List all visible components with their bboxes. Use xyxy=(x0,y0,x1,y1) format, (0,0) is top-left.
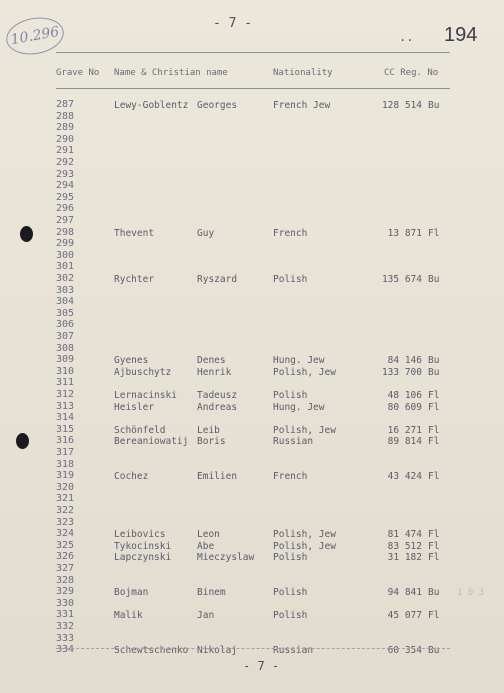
entry-cc-reg: 94 841 xyxy=(387,587,422,599)
entry-camp: Fl xyxy=(428,424,440,436)
grave-number: 308 xyxy=(56,342,75,354)
grave-number: 301 xyxy=(56,261,75,273)
entry-camp: Fl xyxy=(428,610,440,622)
grave-number: 326 xyxy=(56,551,75,563)
grave-number: 318 xyxy=(56,458,75,470)
grave-number: 312 xyxy=(56,389,75,400)
grave-number: 294 xyxy=(56,180,75,192)
entry-first-name: Guy xyxy=(197,227,215,239)
entry-cc-reg: 81 474 xyxy=(387,529,422,541)
entry-cc-reg: 16 271 xyxy=(387,424,422,436)
grave-number: 300 xyxy=(56,249,75,261)
header-grave-no: Grave No xyxy=(56,68,100,78)
grave-number: 287 xyxy=(56,99,75,110)
reference-number: 194 xyxy=(444,24,478,46)
grave-number: 314 xyxy=(56,412,75,424)
entry-cc-reg: 135 674 xyxy=(381,274,422,285)
grave-number: 315 xyxy=(56,423,75,435)
grave-number: 330 xyxy=(56,597,75,609)
grave-number: 288 xyxy=(56,110,75,122)
grave-number: 327 xyxy=(56,563,75,574)
entry-first-name: Denes xyxy=(197,355,226,367)
page-number-top: - 7 - xyxy=(213,16,253,31)
grave-number: 321 xyxy=(56,493,75,505)
entry-camp: Bu xyxy=(428,274,440,285)
grave-number: 303 xyxy=(56,284,75,296)
entry-nationality: Polish xyxy=(273,274,308,285)
entry-nationality: French xyxy=(273,227,308,239)
entry-surname: Lewy-Goblentz xyxy=(114,100,189,111)
grave-number: 329 xyxy=(56,586,75,598)
entry-surname: Schönfeld xyxy=(114,424,166,436)
entry-nationality: Polish xyxy=(273,552,308,564)
grave-number: 297 xyxy=(56,215,75,226)
entry-surname: Thevent xyxy=(114,227,155,239)
grave-number: 333 xyxy=(56,632,75,644)
entry-first-name: Tadeusz xyxy=(197,390,238,401)
entry-surname: Gyenes xyxy=(114,355,149,367)
entry-cc-reg: 84 146 xyxy=(387,355,422,367)
entry-camp: Fl xyxy=(428,436,440,448)
grave-number: 311 xyxy=(56,377,75,389)
entry-nationality: Polish, Jew xyxy=(273,540,336,552)
grave-number: 302 xyxy=(56,273,75,284)
entry-camp: Bu xyxy=(428,355,440,367)
entry-cc-reg: 128 514 xyxy=(381,100,422,111)
entry-surname: Leibovics xyxy=(114,529,166,541)
punch-hole-top xyxy=(20,226,33,242)
entry-nationality: Polish, Jew xyxy=(273,424,336,436)
entry-camp: Fl xyxy=(428,552,440,564)
entry-cc-reg: 43 424 xyxy=(387,471,422,483)
entry-nationality: Russian xyxy=(273,645,314,657)
grave-number: 322 xyxy=(56,505,75,516)
entry-nationality: Russian xyxy=(273,436,314,448)
entry-surname: Heisler xyxy=(114,401,155,413)
grave-number: 295 xyxy=(56,191,75,203)
entry-surname: Lapczynski xyxy=(114,552,172,564)
entry-surname: Cochez xyxy=(114,471,149,483)
grave-number: 307 xyxy=(56,331,75,342)
entry-nationality: Polish xyxy=(273,587,308,599)
entry-cc-reg: 83 512 xyxy=(387,540,422,552)
entry-first-name: Boris xyxy=(197,436,226,448)
entry-nationality: French xyxy=(273,471,308,483)
entry-camp: Bu xyxy=(428,587,440,599)
entry-first-name: Georges xyxy=(197,100,238,111)
grave-number: 319 xyxy=(56,470,75,482)
entry-nationality: Hung. Jew xyxy=(273,401,325,413)
margin-note: 1 0 3 xyxy=(457,588,485,598)
entry-surname: Lernacinski xyxy=(114,390,177,401)
grave-number: 309 xyxy=(56,354,75,366)
entry-camp: Fl xyxy=(428,529,440,541)
entry-camp: Fl xyxy=(428,401,440,413)
entry-nationality: Polish, Jew xyxy=(273,366,336,378)
archive-stamp: 10.296 xyxy=(3,13,66,59)
grave-number: 331 xyxy=(56,609,75,621)
entry-surname: Malik xyxy=(114,610,143,622)
entry-surname: Ajbuschytz xyxy=(114,366,172,378)
grave-number: 299 xyxy=(56,238,75,250)
grave-number: 324 xyxy=(56,528,75,540)
grave-number: 298 xyxy=(56,226,75,238)
reference-dash: .. xyxy=(399,30,414,44)
entry-first-name: Jan xyxy=(197,610,215,622)
entry-cc-reg: 80 609 xyxy=(387,401,422,413)
entry-cc-reg: 89 814 xyxy=(387,436,422,448)
entry-cc-reg: 31 182 xyxy=(387,552,422,564)
entry-surname: Rychter xyxy=(114,274,155,285)
entry-first-name: Binem xyxy=(197,587,226,599)
entry-cc-reg: 133 700 xyxy=(381,366,422,378)
grave-number: 325 xyxy=(56,539,75,551)
grave-number: 310 xyxy=(56,365,75,377)
entry-nationality: Polish xyxy=(273,390,308,401)
entry-cc-reg: 45 077 xyxy=(387,610,422,622)
header-name: Name & Christian name xyxy=(114,68,228,78)
grave-number: 289 xyxy=(56,122,75,134)
entry-first-name: Nikolaj xyxy=(197,645,238,657)
entry-camp: Bu xyxy=(428,366,440,378)
grave-number: 305 xyxy=(56,307,75,319)
entry-camp: Bu xyxy=(428,100,440,111)
entry-nationality: French Jew xyxy=(273,100,331,111)
grave-number: 328 xyxy=(56,574,75,586)
entry-first-name: Henrik xyxy=(197,366,232,378)
grave-number: 320 xyxy=(56,481,75,493)
top-rule xyxy=(56,52,450,53)
entry-first-name: Leon xyxy=(197,529,220,541)
grave-number: 317 xyxy=(56,447,75,458)
header-nationality: Nationality xyxy=(273,68,333,78)
entry-cc-reg: 60 354 xyxy=(387,645,422,657)
entry-camp: Fl xyxy=(428,471,440,483)
header-cc-reg: CC Reg. No xyxy=(384,68,439,78)
entry-surname: Bojman xyxy=(114,587,149,599)
entry-surname: Bereaniowatij xyxy=(114,436,189,448)
grave-number: 293 xyxy=(56,168,75,180)
entry-cc-reg: 13 871 xyxy=(387,227,422,239)
grave-number: 296 xyxy=(56,203,75,215)
entry-camp: Fl xyxy=(428,227,440,239)
entry-camp: Bu xyxy=(428,645,440,657)
entry-surname: Tykocinski xyxy=(114,540,172,552)
entry-first-name: Emilien xyxy=(197,471,238,483)
grave-number: 313 xyxy=(56,400,75,412)
grave-number: 323 xyxy=(56,516,75,528)
entry-first-name: Mieczyslaw xyxy=(197,552,255,564)
entry-nationality: Polish xyxy=(273,610,308,622)
grave-number: 304 xyxy=(56,296,75,308)
grave-number: 290 xyxy=(56,133,75,145)
entry-camp: Fl xyxy=(428,540,440,552)
grave-number: 306 xyxy=(56,319,75,331)
grave-number: 316 xyxy=(56,435,75,447)
entry-cc-reg: 48 106 xyxy=(387,390,422,401)
punch-hole-bottom xyxy=(16,433,29,449)
entry-first-name: Ryszard xyxy=(197,274,238,285)
grave-number: 291 xyxy=(56,145,75,157)
entry-camp: Fl xyxy=(428,390,440,401)
grave-number: 332 xyxy=(56,621,75,632)
entry-first-name: Abe xyxy=(197,540,215,552)
entry-first-name: Andreas xyxy=(197,401,238,413)
grave-number: 292 xyxy=(56,157,75,168)
grave-number: 334 xyxy=(56,644,75,656)
page-number-bottom: - 7 - xyxy=(243,659,280,673)
entry-surname: Schewtschenko xyxy=(114,645,189,657)
entry-nationality: Polish, Jew xyxy=(273,529,336,541)
entry-first-name: Leib xyxy=(197,424,220,436)
entry-nationality: Hung. Jew xyxy=(273,355,325,367)
header-rule xyxy=(56,88,450,89)
bottom-rule xyxy=(56,648,450,649)
